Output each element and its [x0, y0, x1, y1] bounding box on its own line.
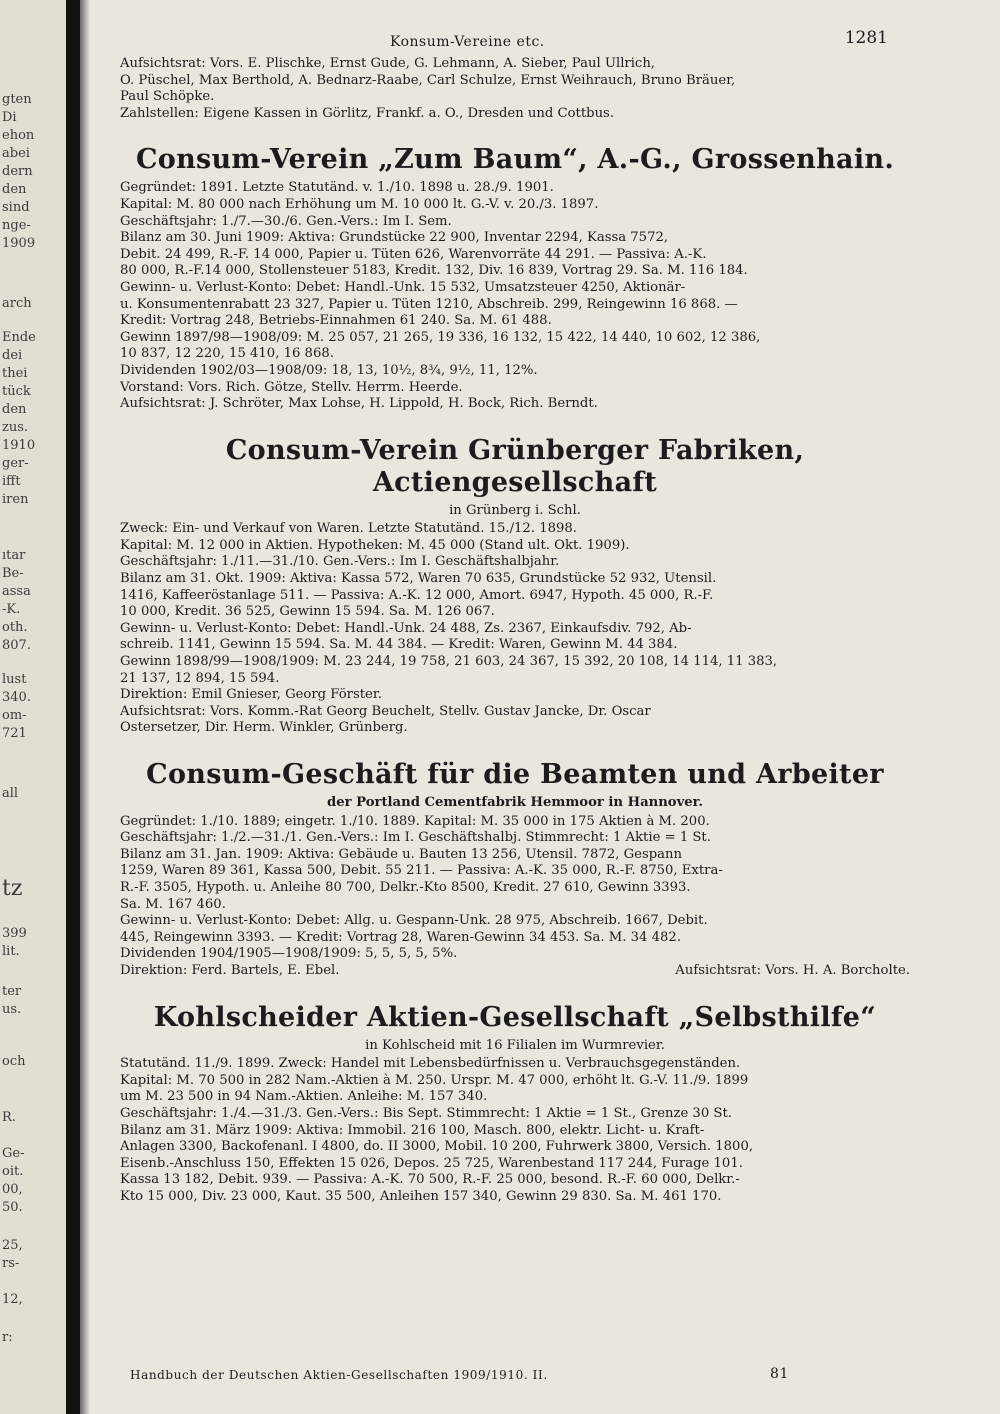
- text-line: schreib. 1141, Gewinn 15 594. Sa. M. 44 384. — Kredit: Waren, Gewinn M. 44 384.: [120, 637, 678, 653]
- margin-fragment: 721: [2, 726, 27, 741]
- margin-fragment: om-: [2, 708, 27, 723]
- company-title: Consum-Verein Grünberger Fabriken, Actiengesellschaft: [225, 434, 805, 498]
- text-line: Aufsichtsrat: Vors. Komm.-Rat Georg Beuchelt, Stellv. Gustav Jancke, Dr. Oscar: [120, 703, 651, 719]
- margin-fragment: nge-: [2, 218, 31, 233]
- text-line: Aufsichtsrat: J. Schröter, Max Lohse, H. Lippold, H. Bock, Rich. Berndt.: [120, 396, 598, 412]
- company-title: Consum-Verein „Zum Baum“, A.-G., Grossenhain.: [135, 144, 895, 176]
- company-title: Consum-Geschäft für die Beamten und Arbeiter: [146, 759, 884, 790]
- text-line: Kredit: Vortrag 248, Betriebs-Einnahmen 61 240. Sa. M. 61 488.: [120, 313, 552, 329]
- margin-fragment: den: [2, 182, 27, 197]
- margin-fragment: all: [2, 786, 19, 801]
- text-line: Zahlstellen: Eigene Kassen in Görlitz, Frankf. a. O., Dresden und Cottbus.: [120, 105, 615, 121]
- margin-fragment: dei: [2, 348, 23, 363]
- text-line: Kapital: M. 80 000 nach Erhöhung um M. 10 000 lt. G.-V. v. 20./3. 1897.: [120, 196, 599, 212]
- text-line: 10 837, 12 220, 15 410, 16 868.: [120, 346, 334, 362]
- page-footer: [130, 1366, 790, 1382]
- margin-fragment: -K.: [2, 602, 21, 617]
- text-line: Gegründet: 1./10. 1889; eingetr. 1./10. 1889. Kapital: M. 35 000 in 175 Aktien à M. 200.: [120, 813, 710, 829]
- text-line: Gewinn- u. Verlust-Konto: Debet: Allg. u. Gespann-Unk. 28 975, Abschreib. 1667, Debit.: [120, 913, 708, 929]
- company-title: Kohlscheider Aktien-Gesellschaft „Selbsthilfe“: [153, 1001, 877, 1033]
- text-line: Gewinn- u. Verlust-Konto: Debet: Handl.-Unk. 24 488, Zs. 2367, Einkaufsdiv. 792, Ab-: [120, 620, 692, 636]
- margin-fragment: tück: [2, 384, 31, 399]
- margin-fragment: assa: [2, 584, 31, 599]
- text-line: Bilanz am 31. Okt. 1909: Aktiva: Kassa 572, Waren 70 635, Grundstücke 52 932, Utensil.: [120, 571, 717, 587]
- company-subtitle: in Kohlscheid mit 16 Filialen im Wurmrevier.: [365, 1037, 665, 1053]
- margin-fragment: lit.: [2, 944, 20, 959]
- adjacent-page-margin: [0, 0, 66, 1414]
- margin-fragment: gten: [2, 92, 32, 107]
- text-line: Dividenden 1904/1905—1908/1909: 5, 5, 5, 5, 5%.: [120, 946, 458, 962]
- running-title: Konsum-Vereine etc.: [390, 34, 545, 50]
- text-line: Statutänd. 11./9. 1899. Zweck: Handel mit Lebensbedürfnissen u. Verbrauchsgegenständen.: [120, 1056, 741, 1072]
- text-line: Zweck: Ein- und Verkauf von Waren. Letzte Statutänd. 15./12. 1898.: [120, 521, 577, 537]
- text-line: Bilanz am 30. Juni 1909: Aktiva: Grundstücke 22 900, Inventar 2294, Kassa 7572,: [120, 230, 669, 246]
- margin-fragment: och: [2, 1054, 26, 1069]
- text-line: Bilanz am 31. Jan. 1909: Aktiva: Gebäude u. Bauten 13 256, Utensil. 7872, Gespann: [120, 846, 683, 862]
- text-line: Gewinn 1898/99—1908/1909: M. 23 244, 19 758, 21 603, 24 367, 15 392, 20 108, 14 114, 11 383,: [120, 654, 778, 670]
- text-line: 1259, Waren 89 361, Kassa 500, Debit. 55 211. — Passiva: A.-K. 35 000, R.-F. 8750, Extra-: [120, 863, 723, 879]
- margin-fragment: 1910: [2, 438, 36, 453]
- binding-gutter: [66, 0, 80, 1414]
- margin-fragment: zus.: [2, 420, 29, 435]
- text-line: Ostersetzer, Dir. Herm. Winkler, Grünberg.: [120, 720, 408, 736]
- margin-fragment: ter: [2, 984, 22, 999]
- margin-fragment: r:: [2, 1330, 13, 1345]
- margin-fragment: ger-: [2, 456, 29, 471]
- margin-fragment: 00,: [2, 1182, 23, 1197]
- text-line: O. Püschel, Max Berthold, A. Bednarz-Raabe, Carl Schulze, Ernst Weihrauch, Bruno Bräuer,: [120, 72, 736, 88]
- text-line: 445, Reingewinn 3393. — Kredit: Vortrag 28, Waren-Gewinn 34 453. Sa. M. 34 482.: [120, 929, 682, 945]
- margin-fragment: 25,: [2, 1238, 23, 1253]
- margin-fragment: 50.: [2, 1200, 23, 1215]
- margin-fragment: abei: [2, 146, 30, 161]
- margin-fragment: arch: [2, 296, 32, 311]
- text-line: R.-F. 3505, Hypoth. u. Anleihe 80 700, Delkr.-Kto 8500, Kredit. 27 610, Gewinn 3393.: [120, 879, 691, 895]
- footer-book-title: Handbuch der Deutschen Aktien-Gesellschaften 1909/1910. II.: [130, 1368, 548, 1382]
- margin-fragment: 1909: [2, 236, 36, 251]
- text-line: Kassa 13 182, Debit. 939. — Passiva: A.-K. 70 500, R.-F. 25 000, besond. R.-F. 60 000, Delkr.-: [120, 1172, 740, 1188]
- text-line: Geschäftsjahr: 1./2.—31./1. Gen.-Vers.: Im I. Geschäftshalbj. Stimmrecht: 1 Aktie = 1 St.: [120, 830, 711, 846]
- margin-fragment: oit.: [2, 1164, 24, 1179]
- margin-fragment: Be-: [2, 566, 24, 581]
- text-line: Kapital: M. 12 000 in Aktien. Hypotheken: M. 45 000 (Stand ult. Okt. 1909).: [120, 537, 630, 553]
- margin-fragment: 399: [2, 926, 27, 941]
- text-line: Paul Schöpke.: [120, 89, 215, 105]
- company-subtitle: der Portland Cementfabrik Hemmoor in Hannover.: [327, 795, 703, 810]
- intro-block: [120, 56, 910, 122]
- margin-fragment: Ge-: [2, 1146, 25, 1161]
- text-line: Gegründet: 1891. Letzte Statutänd. v. 1./10. 1898 u. 28./9. 1901.: [120, 180, 554, 196]
- margin-fragment: oth.: [2, 620, 28, 635]
- margin-fragment: iren: [2, 492, 29, 507]
- text-line: um M. 23 500 in 94 Nam.-Aktien. Anleihe: M. 157 340.: [120, 1089, 488, 1105]
- margin-fragment: 12,: [2, 1292, 23, 1307]
- text-line: Eisenb.-Anschluss 150, Effekten 15 026, Depos. 25 725, Warenbestand 117 244, Furage 101.: [120, 1155, 743, 1171]
- text-line: Kapital: M. 70 500 in 282 Nam.-Aktien à M. 250. Urspr. M. 47 000, erhöht lt. G.-V. 11./9. 1899: [120, 1072, 749, 1088]
- margin-fragment: 340.: [2, 690, 31, 705]
- text-line: Vorstand: Vors. Rich. Götze, Stellv. Herrm. Heerde.: [120, 379, 463, 395]
- margin-fragment: dern: [2, 164, 33, 179]
- aufsichtsrat-text: Aufsichtsrat: Vors. H. A. Borcholte.: [675, 962, 910, 978]
- text-line: Sa. M. 167 460.: [120, 896, 226, 912]
- margin-fragment: R.: [2, 1110, 16, 1125]
- footer-sheet-number: 81: [770, 1366, 790, 1382]
- page-number: 1281: [844, 28, 888, 48]
- margin-fragment: 807.: [2, 638, 31, 653]
- text-line: Geschäftsjahr: 1./11.—31./10. Gen.-Vers.: Im I. Geschäftshalbjahr.: [120, 554, 560, 570]
- company-subtitle: in Grünberg i. Schl.: [449, 502, 581, 518]
- margin-fragment: Ende: [2, 330, 36, 345]
- text-line: 80 000, R.-F.14 000, Stollensteuer 5183, Kredit. 132, Div. 16 839, Vortrag 29. Sa. M. 116 184.: [120, 263, 748, 279]
- margin-fragment: thei: [2, 366, 28, 381]
- page-body: [120, 28, 910, 1205]
- text-line: Dividenden 1902/03—1908/09: 18, 13, 10½, 8¾, 9½, 11, 12%.: [120, 362, 538, 378]
- direktion-text: Direktion: Ferd. Bartels, E. Ebel.: [120, 962, 340, 978]
- margin-fragment: ıtar: [2, 548, 26, 563]
- margin-fragment: den: [2, 402, 27, 417]
- company-entry-grossenhain: [120, 144, 910, 412]
- text-line: Kto 15 000, Div. 23 000, Kaut. 35 500, Anleihen 157 340, Gewinn 29 830. Sa. M. 461 170.: [120, 1188, 722, 1204]
- binding-shadow: [80, 0, 90, 1414]
- text-line: u. Konsumentenrabatt 23 327, Papier u. Tüten 1210, Abschreib. 299, Reingewinn 16 868. —: [120, 296, 738, 312]
- text-line-split: [120, 963, 910, 980]
- margin-fragment: ehon: [2, 128, 35, 143]
- text-line: Geschäftsjahr: 1./4.—31./3. Gen.-Vers.: Bis Sept. Stimmrecht: 1 Aktie = 1 St., Grenze 30 St.: [120, 1105, 732, 1121]
- text-line: 21 137, 12 894, 15 594.: [120, 670, 280, 686]
- margin-fragment: Di: [2, 110, 17, 125]
- text-line: 1416, Kaffeeröstanlage 511. — Passiva: A.-K. 12 000, Amort. 6947, Hypoth. 45 000, R.-F.: [120, 587, 714, 603]
- text-line: Gewinn 1897/98—1908/09: M. 25 057, 21 265, 19 336, 16 132, 15 422, 14 440, 10 602, 12 386,: [120, 329, 761, 345]
- text-line: 10 000, Kredit. 36 525, Gewinn 15 594. Sa. M. 126 067.: [120, 604, 495, 620]
- margin-fragment: sind: [2, 200, 30, 215]
- text-line: Anlagen 3300, Backofenanl. I 4800, do. II 3000, Mobil. 10 200, Fuhrwerk 3800, Versich. 1800,: [120, 1139, 754, 1155]
- text-line: Direktion: Emil Gnieser, Georg Förster.: [120, 687, 382, 703]
- running-header: [120, 28, 910, 56]
- margin-fragment: rs-: [2, 1256, 20, 1271]
- company-entry-kohlscheid: [120, 1002, 910, 1206]
- text-line: Bilanz am 31. März 1909: Aktiva: Immobil. 216 100, Masch. 800, elektr. Licht- u. Kraft-: [120, 1122, 705, 1138]
- margin-fragment: us.: [2, 1002, 22, 1017]
- text-line: Gewinn- u. Verlust-Konto: Debet: Handl.-Unk. 15 532, Umsatzsteuer 4250, Aktionär-: [120, 279, 686, 295]
- text-line: Debit. 24 499, R.-F. 14 000, Papier u. Tüten 626, Warenvorräte 44 291. — Passiva: A.-K.: [120, 246, 707, 262]
- company-entry-hemmoor: [120, 759, 910, 980]
- margin-fragment: tz: [2, 876, 23, 901]
- text-line: Aufsichtsrat: Vors. E. Plischke, Ernst Gude, G. Lehmann, A. Sieber, Paul Ullrich,: [120, 56, 655, 71]
- text-line: Geschäftsjahr: 1./7.—30./6. Gen.-Vers.: Im I. Sem.: [120, 213, 452, 229]
- margin-fragment: lust: [2, 672, 27, 687]
- company-entry-gruenberg: [120, 435, 910, 737]
- margin-fragment: ifft: [2, 474, 21, 489]
